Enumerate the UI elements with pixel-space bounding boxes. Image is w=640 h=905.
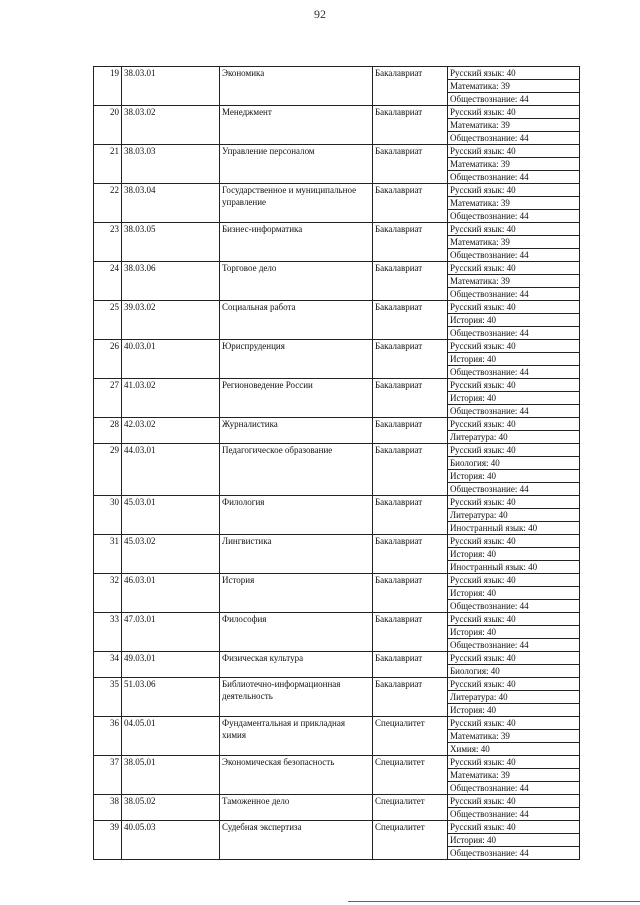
table-row bbox=[94, 301, 580, 314]
row-number: 36 bbox=[94, 717, 122, 756]
exam-subject-score: Обществознание: 44 bbox=[448, 639, 580, 652]
education-level: Бакалавриат bbox=[373, 535, 448, 574]
exam-subject-score: Русский язык: 40 bbox=[448, 652, 580, 665]
exam-subject-score: Биология: 40 bbox=[448, 665, 580, 678]
exam-subject-score: Обществознание: 44 bbox=[448, 210, 580, 223]
education-level: Специалитет bbox=[373, 717, 448, 756]
program-code: 41.03.02 bbox=[122, 379, 220, 418]
table-row bbox=[94, 340, 580, 353]
row-number: 27 bbox=[94, 379, 122, 418]
education-level: Бакалавриат bbox=[373, 496, 448, 535]
table-row bbox=[94, 535, 580, 548]
exam-subject-score: Русский язык: 40 bbox=[448, 444, 580, 457]
table-row bbox=[94, 574, 580, 587]
exam-subject-score: Обществознание: 44 bbox=[448, 847, 580, 860]
exam-subject-score: Русский язык: 40 bbox=[448, 67, 580, 80]
exam-subject-score: Математика: 39 bbox=[448, 80, 580, 93]
exam-subject-score: Иностранный язык: 40 bbox=[448, 522, 580, 535]
exam-subject-score: Русский язык: 40 bbox=[448, 613, 580, 626]
education-level: Бакалавриат bbox=[373, 652, 448, 678]
education-level: Бакалавриат bbox=[373, 223, 448, 262]
exam-subject-score: Математика: 39 bbox=[448, 197, 580, 210]
table-row bbox=[94, 223, 580, 236]
exam-subject-score: Обществознание: 44 bbox=[448, 782, 580, 795]
row-number: 20 bbox=[94, 106, 122, 145]
row-number: 33 bbox=[94, 613, 122, 652]
page-edge-line bbox=[348, 901, 640, 902]
program-code: 40.05.03 bbox=[122, 821, 220, 860]
exam-subject-score: Русский язык: 40 bbox=[448, 574, 580, 587]
program-code: 51.03.06 bbox=[122, 678, 220, 717]
exam-subject-score: Литература: 40 bbox=[448, 691, 580, 704]
row-number: 37 bbox=[94, 756, 122, 795]
education-level: Бакалавриат bbox=[373, 340, 448, 379]
exam-subject-score: Математика: 39 bbox=[448, 730, 580, 743]
program-code: 47.03.01 bbox=[122, 613, 220, 652]
exam-subject-score: Математика: 39 bbox=[448, 275, 580, 288]
education-level: Бакалавриат bbox=[373, 613, 448, 652]
program-code: 45.03.02 bbox=[122, 535, 220, 574]
exam-subject-score: Обществознание: 44 bbox=[448, 288, 580, 301]
exam-subject-score: Русский язык: 40 bbox=[448, 145, 580, 158]
row-number: 23 bbox=[94, 223, 122, 262]
program-code: 38.03.01 bbox=[122, 67, 220, 106]
exam-subject-score: История: 40 bbox=[448, 548, 580, 561]
row-number: 31 bbox=[94, 535, 122, 574]
program-name: Фундаментальная и прикладная химия bbox=[220, 717, 373, 756]
program-name: Бизнес-информатика bbox=[220, 223, 373, 262]
exam-subject-score: Русский язык: 40 bbox=[448, 756, 580, 769]
table-row bbox=[94, 678, 580, 691]
row-number: 21 bbox=[94, 145, 122, 184]
education-level: Специалитет bbox=[373, 821, 448, 860]
exam-subject-score: Химия: 40 bbox=[448, 743, 580, 756]
program-code: 44.03.01 bbox=[122, 444, 220, 496]
program-name: Лингвистика bbox=[220, 535, 373, 574]
exam-subject-score: История: 40 bbox=[448, 626, 580, 639]
program-code: 46.03.01 bbox=[122, 574, 220, 613]
program-code: 39.03.02 bbox=[122, 301, 220, 340]
program-name: Экономическая безопасность bbox=[220, 756, 373, 795]
exam-subject-score: Математика: 39 bbox=[448, 158, 580, 171]
exam-subject-score: Русский язык: 40 bbox=[448, 717, 580, 730]
table-row bbox=[94, 795, 580, 808]
education-level: Бакалавриат bbox=[373, 444, 448, 496]
table-row bbox=[94, 613, 580, 626]
education-level: Бакалавриат bbox=[373, 418, 448, 444]
program-code: 38.05.01 bbox=[122, 756, 220, 795]
exam-subject-score: Русский язык: 40 bbox=[448, 678, 580, 691]
exam-subject-score: Литература: 40 bbox=[448, 509, 580, 522]
table-row bbox=[94, 67, 580, 80]
exam-subject-score: Обществознание: 44 bbox=[448, 132, 580, 145]
row-number: 35 bbox=[94, 678, 122, 717]
table-row bbox=[94, 379, 580, 392]
program-name: Экономика bbox=[220, 67, 373, 106]
program-name: Юриспруденция bbox=[220, 340, 373, 379]
exam-subject-score: Математика: 39 bbox=[448, 119, 580, 132]
program-name: Таможенное дело bbox=[220, 795, 373, 821]
table-row bbox=[94, 184, 580, 197]
program-code: 38.05.02 bbox=[122, 795, 220, 821]
exam-subject-score: История: 40 bbox=[448, 704, 580, 717]
exam-subject-score: Обществознание: 44 bbox=[448, 366, 580, 379]
table-row bbox=[94, 756, 580, 769]
program-name: Физическая культура bbox=[220, 652, 373, 678]
exam-subject-score: Русский язык: 40 bbox=[448, 535, 580, 548]
exam-subject-score: История: 40 bbox=[448, 834, 580, 847]
exam-subject-score: Русский язык: 40 bbox=[448, 301, 580, 314]
exam-subject-score: Математика: 39 bbox=[448, 236, 580, 249]
exam-subject-score: Русский язык: 40 bbox=[448, 184, 580, 197]
program-name: Регионоведение России bbox=[220, 379, 373, 418]
program-name: Государственное и муниципальное управление bbox=[220, 184, 373, 223]
education-level: Бакалавриат bbox=[373, 262, 448, 301]
program-name: Управление персоналом bbox=[220, 145, 373, 184]
exam-subject-score: Обществознание: 44 bbox=[448, 483, 580, 496]
program-code: 45.03.01 bbox=[122, 496, 220, 535]
education-level: Специалитет bbox=[373, 795, 448, 821]
programs-table bbox=[93, 66, 580, 860]
exam-subject-score: Русский язык: 40 bbox=[448, 795, 580, 808]
table-row bbox=[94, 106, 580, 119]
program-code: 42.03.02 bbox=[122, 418, 220, 444]
exam-subject-score: Русский язык: 40 bbox=[448, 496, 580, 509]
program-name: Менеджмент bbox=[220, 106, 373, 145]
exam-subject-score: История: 40 bbox=[448, 587, 580, 600]
table-row bbox=[94, 652, 580, 665]
exam-subject-score: Русский язык: 40 bbox=[448, 821, 580, 834]
exam-subject-score: Русский язык: 40 bbox=[448, 223, 580, 236]
exam-subject-score: Обществознание: 44 bbox=[448, 405, 580, 418]
page-number: 92 bbox=[314, 7, 326, 21]
exam-subject-score: История: 40 bbox=[448, 392, 580, 405]
education-level: Бакалавриат bbox=[373, 106, 448, 145]
program-code: 38.03.05 bbox=[122, 223, 220, 262]
program-name: Философия bbox=[220, 613, 373, 652]
program-name: Педагогическое образование bbox=[220, 444, 373, 496]
row-number: 38 bbox=[94, 795, 122, 821]
education-level: Бакалавриат bbox=[373, 184, 448, 223]
program-name: Библиотечно-информационная деятельность bbox=[220, 678, 373, 717]
row-number: 30 bbox=[94, 496, 122, 535]
row-number: 19 bbox=[94, 67, 122, 106]
program-name: История bbox=[220, 574, 373, 613]
exam-subject-score: Литература: 40 bbox=[448, 431, 580, 444]
table-row bbox=[94, 444, 580, 457]
table-row bbox=[94, 262, 580, 275]
program-code: 04.05.01 bbox=[122, 717, 220, 756]
row-number: 24 bbox=[94, 262, 122, 301]
exam-subject-score: История: 40 bbox=[448, 353, 580, 366]
program-name: Торговое дело bbox=[220, 262, 373, 301]
program-code: 49.03.01 bbox=[122, 652, 220, 678]
program-name: Социальная работа bbox=[220, 301, 373, 340]
exam-subject-score: Обществознание: 44 bbox=[448, 93, 580, 106]
education-level: Бакалавриат bbox=[373, 379, 448, 418]
exam-subject-score: Иностранный язык: 40 bbox=[448, 561, 580, 574]
table-row bbox=[94, 821, 580, 834]
exam-subject-score: Русский язык: 40 bbox=[448, 379, 580, 392]
exam-subject-score: Математика: 39 bbox=[448, 769, 580, 782]
exam-subject-score: Русский язык: 40 bbox=[448, 340, 580, 353]
program-code: 40.03.01 bbox=[122, 340, 220, 379]
exam-subject-score: Биология: 40 bbox=[448, 457, 580, 470]
exam-subject-score: Обществознание: 44 bbox=[448, 327, 580, 340]
education-level: Бакалавриат bbox=[373, 678, 448, 717]
table-row bbox=[94, 717, 580, 730]
program-code: 38.03.02 bbox=[122, 106, 220, 145]
row-number: 39 bbox=[94, 821, 122, 860]
exam-subject-score: Обществознание: 44 bbox=[448, 600, 580, 613]
program-name: Филология bbox=[220, 496, 373, 535]
programs-table-body bbox=[94, 67, 580, 860]
row-number: 22 bbox=[94, 184, 122, 223]
exam-subject-score: История: 40 bbox=[448, 314, 580, 327]
exam-subject-score: Русский язык: 40 bbox=[448, 106, 580, 119]
row-number: 28 bbox=[94, 418, 122, 444]
exam-subject-score: Русский язык: 40 bbox=[448, 262, 580, 275]
exam-subject-score: Русский язык: 40 bbox=[448, 418, 580, 431]
education-level: Бакалавриат bbox=[373, 145, 448, 184]
table-row bbox=[94, 496, 580, 509]
exam-subject-score: Обществознание: 44 bbox=[448, 249, 580, 262]
exam-subject-score: Обществознание: 44 bbox=[448, 171, 580, 184]
education-level: Бакалавриат bbox=[373, 301, 448, 340]
exam-subject-score: История: 40 bbox=[448, 470, 580, 483]
row-number: 32 bbox=[94, 574, 122, 613]
row-number: 29 bbox=[94, 444, 122, 496]
program-name: Судебная экспертиза bbox=[220, 821, 373, 860]
education-level: Бакалавриат bbox=[373, 574, 448, 613]
row-number: 25 bbox=[94, 301, 122, 340]
table-row bbox=[94, 418, 580, 431]
row-number: 26 bbox=[94, 340, 122, 379]
education-level: Специалитет bbox=[373, 756, 448, 795]
row-number: 34 bbox=[94, 652, 122, 678]
program-name: Журналистика bbox=[220, 418, 373, 444]
program-code: 38.03.04 bbox=[122, 184, 220, 223]
program-code: 38.03.03 bbox=[122, 145, 220, 184]
education-level: Бакалавриат bbox=[373, 67, 448, 106]
exam-subject-score: Обществознание: 44 bbox=[448, 808, 580, 821]
table-row bbox=[94, 145, 580, 158]
program-code: 38.03.06 bbox=[122, 262, 220, 301]
